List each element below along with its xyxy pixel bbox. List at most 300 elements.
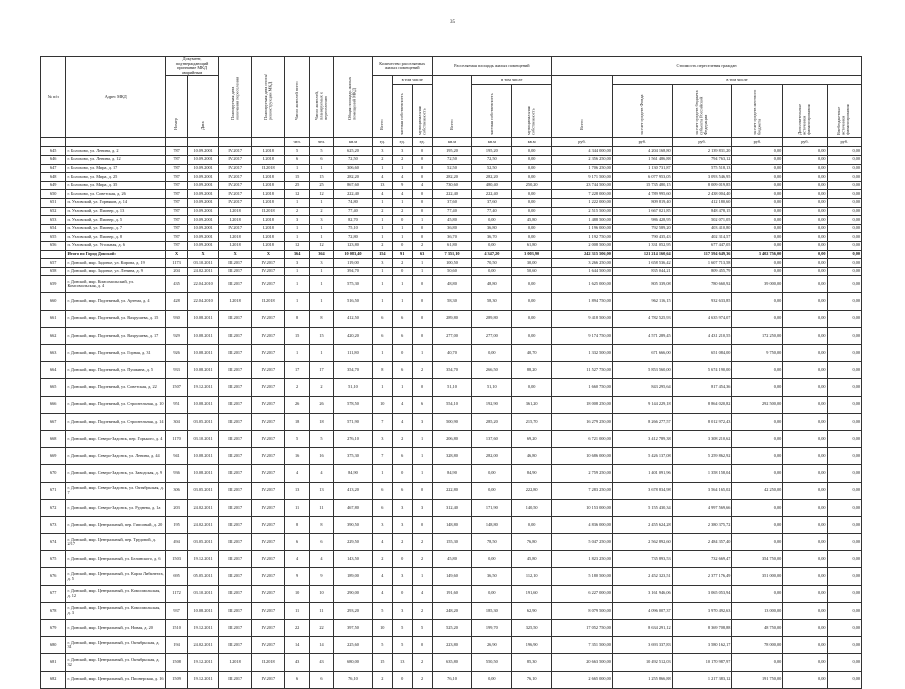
table-row xyxy=(41,276,862,293)
cost-fund-cell: 121 214 160,64 xyxy=(612,250,672,259)
table-row xyxy=(41,224,862,233)
area-private-cell: 0,00 xyxy=(472,585,512,602)
count-total-cell: 1 xyxy=(372,267,392,276)
address-cell: п. Узловский, ул. Пионер, д. 5 xyxy=(66,216,166,225)
cost-fund-cell: 986 428,95 xyxy=(612,216,672,225)
area-total-cell: 282,20 xyxy=(432,173,472,182)
planned-demolish-cell: IV.2017 xyxy=(252,482,285,499)
count-private-cell: 2 xyxy=(392,259,412,268)
count-municipal-cell: 0 xyxy=(412,516,432,533)
row-number: 646 xyxy=(41,155,66,164)
area-private-cell: 0,00 xyxy=(472,671,512,688)
cost-extra-cell: 0,00 xyxy=(783,568,827,585)
planned-demolish-cell: IV.2017 xyxy=(252,602,285,619)
planned-end-cell: IV.2017 xyxy=(219,181,252,190)
table-row xyxy=(41,164,862,173)
cost-fund-cell: 671 666,00 xyxy=(612,345,672,362)
cost-extra-cell: 0,00 xyxy=(783,637,827,654)
cost-extra-cell: 0,00 xyxy=(783,198,827,207)
planned-demolish-cell: IV.2017 xyxy=(252,637,285,654)
unit-cell xyxy=(188,138,219,147)
doc-number-cell: 929 xyxy=(166,327,188,344)
cost-subject-cell: 3 580 162,17 xyxy=(672,637,732,654)
table-row xyxy=(41,379,862,396)
residents-planned-cell: 43 xyxy=(309,654,333,671)
cost-local-cell: 0,00 xyxy=(732,379,783,396)
doc-number-cell: 933 xyxy=(166,362,188,379)
count-private-cell: 3 xyxy=(392,602,412,619)
count-total-cell: 1 xyxy=(372,216,392,225)
area-municipal-cell: 84,90 xyxy=(512,465,552,482)
area-municipal-cell: 0,00 xyxy=(512,207,552,216)
table-row xyxy=(41,430,862,447)
total-area-cell: 222,40 xyxy=(334,190,373,199)
count-municipal-cell: 1 xyxy=(412,267,432,276)
header-residents-planned: Число жителей, планируемых к переселению xyxy=(309,57,333,138)
cost-extra2-cell: 0,00 xyxy=(827,448,861,465)
residents-cell: 1 xyxy=(285,233,309,242)
cost-extra2-cell: 0,00 xyxy=(827,164,861,173)
cost-local-cell: 13 000,00 xyxy=(732,602,783,619)
cost-subject-cell: 403 410,80 xyxy=(672,224,732,233)
cost-local-cell: 172 250,00 xyxy=(732,327,783,344)
cost-fund-cell: 1 255 866,88 xyxy=(612,671,672,688)
area-municipal-cell: 0,00 xyxy=(512,173,552,182)
planned-end-cell: I.2018 xyxy=(219,241,252,250)
area-private-cell: 26,90 xyxy=(472,637,512,654)
cost-total-cell: 1 192 750,00 xyxy=(552,233,613,242)
count-total-cell: 10 xyxy=(372,396,392,413)
header-area-incl: в том числе xyxy=(472,76,552,85)
cost-total-cell: 1 706 250,00 xyxy=(552,164,613,173)
cost-extra2-cell: 0,00 xyxy=(827,499,861,516)
residents-cell: 43 xyxy=(285,654,309,671)
cost-local-cell: 3 402 756,00 xyxy=(732,250,783,259)
row-number: 681 xyxy=(41,654,66,671)
cost-extra2-cell: 0,00 xyxy=(827,250,861,259)
count-private-cell: 0 xyxy=(392,267,412,276)
address-cell: п. Узловский, ул. Пионер, д. 8 xyxy=(66,233,166,242)
planned-end-cell: III.2017 xyxy=(219,276,252,293)
planned-end-cell: III.2017 xyxy=(219,345,252,362)
cost-fund-cell: 4 789 995,60 xyxy=(612,190,672,199)
doc-date-cell: 10.09.2001 xyxy=(188,155,219,164)
cost-subject-cell: 2 139 831,20 xyxy=(672,147,732,156)
unit-cell: руб. xyxy=(612,138,672,147)
cost-total-cell: 17 052 750,00 xyxy=(552,620,613,637)
total-row xyxy=(41,250,862,259)
doc-date-cell: 10.08.2011 xyxy=(188,327,219,344)
area-municipal-cell: 0,00 xyxy=(512,233,552,242)
residents-cell: 15 xyxy=(285,173,309,182)
count-total-cell: 154 xyxy=(372,250,392,259)
area-total-cell: 48,80 xyxy=(432,276,472,293)
cost-fund-cell: 3 693 337,83 xyxy=(612,637,672,654)
area-private-cell: 195,20 xyxy=(472,147,512,156)
count-private-cell: 6 xyxy=(392,448,412,465)
residents-planned-cell: 17 xyxy=(309,362,333,379)
area-private-cell: 266,50 xyxy=(472,362,512,379)
cost-fund-cell: 1 667 021,85 xyxy=(612,207,672,216)
count-municipal-cell: 2 xyxy=(412,551,432,568)
doc-date-cell: 10.08.2011 xyxy=(188,602,219,619)
table-row xyxy=(41,181,862,190)
header-count-total: Всего xyxy=(372,76,392,138)
planned-end-cell: IV.2017 xyxy=(219,155,252,164)
cost-subject-cell: 3 308 210,62 xyxy=(672,430,732,447)
unit-cell: руб. xyxy=(672,138,732,147)
address-cell: г. Донской, мкр. Подземный, ул. Пушкина, д. 5 xyxy=(66,362,166,379)
row-number: 662 xyxy=(41,327,66,344)
address-cell: г. Донской, мкр. Северо-Задонск, ул. Руднева, д. 1а xyxy=(66,499,166,516)
planned-end-cell: III.2017 xyxy=(219,551,252,568)
header-extra2: Внебюджетные источники финансирования xyxy=(827,85,861,138)
total-area-cell: 625,20 xyxy=(334,147,373,156)
table-row xyxy=(41,233,862,242)
count-total-cell: 3 xyxy=(372,147,392,156)
cost-fund-cell: 1 401 091,96 xyxy=(612,465,672,482)
residents-cell: 364 xyxy=(285,250,309,259)
cost-extra2-cell: 0,00 xyxy=(827,293,861,310)
cost-subject-cell: 8 012 972,43 xyxy=(672,413,732,430)
area-private-cell: 185,30 xyxy=(472,602,512,619)
residents-planned-cell: 4 xyxy=(309,551,333,568)
cost-subject-cell: 575 518,13 xyxy=(672,164,732,173)
planned-end-cell: X xyxy=(219,250,252,259)
address-cell: г. Донской, мкр. Подземный, ул. Вахрушева, д. 17 xyxy=(66,327,166,344)
total-area-cell: 189,00 xyxy=(334,568,373,585)
residents-planned-cell: 6 xyxy=(309,155,333,164)
count-private-cell: 1 xyxy=(392,276,412,293)
planned-demolish-cell: IV.2017 xyxy=(252,568,285,585)
doc-date-cell: 03.10.2011 xyxy=(188,585,219,602)
table-row xyxy=(41,327,862,344)
count-total-cell: 1 xyxy=(372,276,392,293)
header-cost-incl: в том числе xyxy=(612,76,861,85)
cost-extra2-cell: 0,00 xyxy=(827,155,861,164)
residents-planned-cell: 1 xyxy=(309,198,333,207)
area-municipal-cell: 45,80 xyxy=(512,216,552,225)
planned-demolish-cell: I.2018 xyxy=(252,224,285,233)
area-private-cell: 77,40 xyxy=(472,207,512,216)
residents-cell: 15 xyxy=(285,327,309,344)
count-municipal-cell: 0 xyxy=(412,155,432,164)
unit-cell: руб. xyxy=(552,138,613,147)
residents-planned-cell: 18 xyxy=(309,413,333,430)
cost-extra2-cell: 0,00 xyxy=(827,482,861,499)
cost-extra2-cell: 0,00 xyxy=(827,190,861,199)
cost-total-cell: 6 721 000,00 xyxy=(552,430,613,447)
area-total-cell: 100,50 xyxy=(432,259,472,268)
count-total-cell: 7 xyxy=(372,413,392,430)
area-total-cell: 72,50 xyxy=(432,155,472,164)
count-private-cell: 3 xyxy=(392,499,412,516)
header-count-private: частная собственность xyxy=(392,85,412,138)
count-municipal-cell: 0 xyxy=(412,293,432,310)
doc-number-cell: 203 xyxy=(166,499,188,516)
area-private-cell: 0,00 xyxy=(472,267,512,276)
count-municipal-cell: 4 xyxy=(412,181,432,190)
planned-end-cell: III.2017 xyxy=(219,516,252,533)
table-row xyxy=(41,190,862,199)
planned-demolish-cell: I.2018 xyxy=(252,173,285,182)
unit-cell: руб. xyxy=(732,138,783,147)
cost-extra2-cell: 0,00 xyxy=(827,276,861,293)
cost-total-cell: 7 228 000,00 xyxy=(552,190,613,199)
cost-local-cell: 0,00 xyxy=(732,267,783,276)
residents-cell: 17 xyxy=(285,362,309,379)
area-municipal-cell: 0,00 xyxy=(512,155,552,164)
residents-cell: 6 xyxy=(285,671,309,688)
header-area-private: частная собственность xyxy=(472,85,512,138)
residents-cell: 8 xyxy=(285,310,309,327)
area-private-cell: 4 347,20 xyxy=(472,250,512,259)
residents-planned-cell: 15 xyxy=(309,173,333,182)
table-row xyxy=(41,654,862,671)
doc-date-cell: 10.09.2001 xyxy=(188,190,219,199)
residents-cell: 10 xyxy=(285,585,309,602)
area-municipal-cell: 0,00 xyxy=(512,310,552,327)
residents-cell: 1 xyxy=(285,198,309,207)
total-area-cell: 82,70 xyxy=(334,216,373,225)
cost-fund-cell: 9 144 229,18 xyxy=(612,396,672,413)
header-total-area: Общая площадь жилых помещений МКД xyxy=(334,57,373,138)
unit-cell: руб. xyxy=(783,138,827,147)
area-private-cell: 480,40 xyxy=(472,181,512,190)
area-municipal-cell: 45,80 xyxy=(512,551,552,568)
cost-total-cell: 1 644 500,00 xyxy=(552,267,613,276)
page-number: 35 xyxy=(450,20,455,25)
residents-planned-cell: 5 xyxy=(309,147,333,156)
planned-demolish-cell: II.2018 xyxy=(252,207,285,216)
count-municipal-cell: 2 xyxy=(412,362,432,379)
planned-demolish-cell: IV.2017 xyxy=(252,516,285,533)
residents-cell: 26 xyxy=(285,396,309,413)
area-total-cell: 50,60 xyxy=(432,267,472,276)
doc-date-cell: 19.12.2011 xyxy=(188,654,219,671)
total-area-cell: 375,30 xyxy=(334,448,373,465)
residents-cell: 5 xyxy=(285,430,309,447)
doc-number-cell: 787 xyxy=(166,155,188,164)
row-number: 651 xyxy=(41,198,66,207)
unit-cell xyxy=(66,138,166,147)
doc-date-cell: 19.12.2011 xyxy=(188,671,219,688)
row-number: 668 xyxy=(41,430,66,447)
doc-number-cell: 1510 xyxy=(166,620,188,637)
count-private-cell: 1 xyxy=(392,293,412,310)
cost-extra-cell: 0,00 xyxy=(783,241,827,250)
area-total-cell: 45,80 xyxy=(432,551,472,568)
doc-date-cell: 24.02.2011 xyxy=(188,499,219,516)
total-area-cell: 420,20 xyxy=(334,327,373,344)
planned-end-cell: I.2018 xyxy=(219,216,252,225)
total-area-cell: 867,60 xyxy=(334,181,373,190)
count-total-cell: 15 xyxy=(372,654,392,671)
residents-planned-cell: 12 xyxy=(309,190,333,199)
address-cell: п. Узловский, ул. Пионер, д. 7 xyxy=(66,224,166,233)
planned-demolish-cell: IV.2017 xyxy=(252,551,285,568)
cost-total-cell: 242 315 506,00 xyxy=(552,250,613,259)
table-row xyxy=(41,267,862,276)
row-number: 649 xyxy=(41,181,66,190)
doc-number-cell: 787 xyxy=(166,198,188,207)
unit-cell: ед. xyxy=(372,138,392,147)
cost-subject-cell: 1 217 383,12 xyxy=(672,671,732,688)
count-municipal-cell: 0 xyxy=(412,379,432,396)
address-cell: г. Донской, мкр. Северо-Задонск, пер. Горького, д. 4 xyxy=(66,430,166,447)
row-number: 673 xyxy=(41,516,66,533)
count-total-cell: 4 xyxy=(372,585,392,602)
cost-subject-cell: 2 377 176,49 xyxy=(672,568,732,585)
address-cell: г. Донской, мкр. Комсомольский, ул. Комсомольская, д. 4 xyxy=(66,276,166,293)
residents-cell: 12 xyxy=(285,190,309,199)
area-total-cell: 37,60 xyxy=(432,198,472,207)
cost-local-cell: 0,00 xyxy=(732,310,783,327)
planned-end-cell: III.2017 xyxy=(219,534,252,551)
doc-date-cell: 22.04.2010 xyxy=(188,293,219,310)
cost-extra2-cell: 0,00 xyxy=(827,147,861,156)
residents-planned-cell: 364 xyxy=(309,250,333,259)
table-row xyxy=(41,602,862,619)
doc-date-cell: 19.12.2011 xyxy=(188,620,219,637)
address-cell: г. Донской, мкр. Центральный, ул. Октябрьская, д. 31 xyxy=(66,637,166,654)
unit-cell: руб. xyxy=(827,138,861,147)
cost-local-cell: 0,00 xyxy=(732,465,783,482)
cost-total-cell: 9 171 500,00 xyxy=(552,173,613,182)
residents-planned-cell: 12 xyxy=(309,241,333,250)
cost-extra-cell: 0,00 xyxy=(783,585,827,602)
area-total-cell: 222,40 xyxy=(432,190,472,199)
count-total-cell: 5 xyxy=(372,602,392,619)
total-area-cell: 282,20 xyxy=(334,173,373,182)
count-municipal-cell: 5 xyxy=(412,620,432,637)
count-total-cell: 2 xyxy=(372,671,392,688)
total-area-cell: 72,80 xyxy=(334,233,373,242)
address-cell: г. Донской, мкр. Центральный, ул. Пионерская, д. 16 xyxy=(66,671,166,688)
total-area-cell: 575,30 xyxy=(334,276,373,293)
unit-cell xyxy=(252,138,285,147)
cost-extra2-cell: 0,00 xyxy=(827,568,861,585)
residents-cell: 1 xyxy=(285,267,309,276)
total-area-cell: 75,10 xyxy=(334,224,373,233)
count-private-cell: 2 xyxy=(392,155,412,164)
address-cell: г. Болохово, ул. Мира, д. 25 xyxy=(66,173,166,182)
table-row xyxy=(41,293,862,310)
table-row xyxy=(41,396,862,413)
residents-planned-cell: 1 xyxy=(309,164,333,173)
count-total-cell: 6 xyxy=(372,499,392,516)
area-municipal-cell: 30,00 xyxy=(512,259,552,268)
cost-extra2-cell: 0,00 xyxy=(827,585,861,602)
total-area-cell: 578,50 xyxy=(334,396,373,413)
count-private-cell: 6 xyxy=(392,310,412,327)
cost-extra-cell: 0,00 xyxy=(783,602,827,619)
table-row xyxy=(41,310,862,327)
count-private-cell: 1 xyxy=(392,233,412,242)
residents-planned-cell: 26 xyxy=(309,396,333,413)
table-row xyxy=(41,259,862,268)
cost-local-cell: 0,00 xyxy=(732,241,783,250)
count-private-cell: 1 xyxy=(392,164,412,173)
total-area-cell: 412,50 xyxy=(334,310,373,327)
planned-end-cell: IV.2017 xyxy=(219,147,252,156)
area-total-cell: 52,50 xyxy=(432,164,472,173)
area-private-cell: 0,00 xyxy=(472,216,512,225)
count-private-cell: 6 xyxy=(392,327,412,344)
header-area-group: Расселяемая площадь жилых помещений xyxy=(432,57,552,76)
area-private-cell: 37,60 xyxy=(472,198,512,207)
count-total-cell: 2 xyxy=(372,155,392,164)
total-area-cell: 143,50 xyxy=(334,551,373,568)
doc-date-cell: 03.10.2011 xyxy=(188,259,219,268)
cost-extra2-cell: 0,00 xyxy=(827,637,861,654)
doc-number-cell: X xyxy=(166,250,188,259)
doc-date-cell: 10.09.2001 xyxy=(188,164,219,173)
cost-fund-cell: 6 077 953,05 xyxy=(612,173,672,182)
area-total-cell: 354,70 xyxy=(432,362,472,379)
count-total-cell: 13 xyxy=(372,181,392,190)
row-number: 677 xyxy=(41,585,66,602)
doc-number-cell: 1173 xyxy=(166,259,188,268)
cost-fund-cell: 792 589,20 xyxy=(612,224,672,233)
area-total-cell: 191,60 xyxy=(432,585,472,602)
cost-extra2-cell: 0,00 xyxy=(827,181,861,190)
cost-total-cell: 5 047 250,00 xyxy=(552,534,613,551)
cost-extra2-cell: 0,00 xyxy=(827,259,861,268)
count-total-cell: 1 xyxy=(372,465,392,482)
area-municipal-cell: 0,00 xyxy=(512,293,552,310)
total-area-cell: 354,70 xyxy=(334,362,373,379)
area-total-cell: 195,20 xyxy=(432,147,472,156)
count-municipal-cell: 1 xyxy=(412,216,432,225)
cost-total-cell: 18 008 250,00 xyxy=(552,396,613,413)
area-municipal-cell: 191,60 xyxy=(512,585,552,602)
row-number: 664 xyxy=(41,362,66,379)
cost-extra2-cell: 0,00 xyxy=(827,224,861,233)
cost-total-cell: 8 079 500,00 xyxy=(552,602,613,619)
count-private-cell: 4 xyxy=(392,413,412,430)
total-area-cell: 84,90 xyxy=(334,465,373,482)
planned-demolish-cell: I.2018 xyxy=(252,241,285,250)
area-private-cell: 222,40 xyxy=(472,190,512,199)
cost-subject-cell: 1 358 158,04 xyxy=(672,465,732,482)
cost-fund-cell: 805 339,08 xyxy=(612,276,672,293)
doc-date-cell: 10.09.2001 xyxy=(188,198,219,207)
planned-end-cell: I.2018 xyxy=(219,293,252,310)
planned-demolish-cell: II.2018 xyxy=(252,164,285,173)
table-row xyxy=(41,147,862,156)
residents-planned-cell: 15 xyxy=(309,327,333,344)
cost-extra-cell: 0,00 xyxy=(783,164,827,173)
cost-total-cell: 10 153 000,00 xyxy=(552,499,613,516)
row-number: 671 xyxy=(41,482,66,499)
cost-total-cell: 9 174 750,00 xyxy=(552,327,613,344)
cost-local-cell: 0,00 xyxy=(732,198,783,207)
row-number: 654 xyxy=(41,224,66,233)
cost-extra-cell: 0,00 xyxy=(783,310,827,327)
cost-total-cell: 2 515 500,00 xyxy=(552,207,613,216)
header-area-municipal: муниципальная собственность xyxy=(512,85,552,138)
count-municipal-cell: 1 xyxy=(412,465,432,482)
table-row xyxy=(41,516,862,533)
count-private-cell: 0 xyxy=(392,216,412,225)
doc-date-cell: 10.08.2011 xyxy=(188,448,219,465)
address-cell: г. Донской, мкр. Центральный, ул. Комсомольская, д. 12 xyxy=(66,585,166,602)
area-total-cell: 223,80 xyxy=(432,637,472,654)
doc-number-cell: 787 xyxy=(166,173,188,182)
cost-local-cell: 0,00 xyxy=(732,448,783,465)
address-cell: г. Донской, мкр. Задонье, ул. Ленина, д. 9 xyxy=(66,267,166,276)
